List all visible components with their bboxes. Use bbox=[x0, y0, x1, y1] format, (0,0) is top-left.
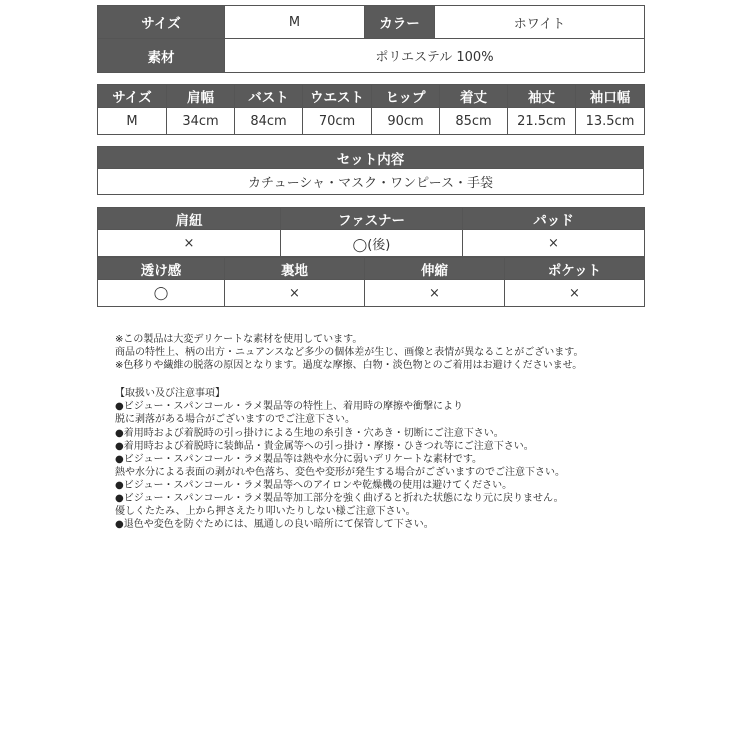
care-line: 脱に剥落がある場合がございますのでご注意下さい。 bbox=[115, 414, 355, 426]
stretch-value: × bbox=[365, 280, 505, 307]
pad-value: × bbox=[463, 230, 645, 257]
features-table-1 bbox=[97, 207, 645, 257]
note-line: ※色移りや繊維の脱落の原因となります。過度な摩擦、白物・淡色物とのご着用はお避けくださいませ。 bbox=[115, 360, 583, 372]
cuff-header: 袖口幅 bbox=[576, 85, 645, 108]
care-notes bbox=[115, 333, 735, 531]
pocket-header: ポケット bbox=[505, 258, 645, 280]
care-line: ●着用時および着脱時に装飾品・貴金属等への引っ掛け・摩擦・ひきつれ等にご注意下さい。 bbox=[115, 440, 534, 452]
set-contents-label: セット内容 bbox=[98, 147, 644, 169]
length-header: 着丈 bbox=[440, 85, 508, 108]
lining-header: 裏地 bbox=[225, 258, 365, 280]
sheerness-header: 透け感 bbox=[98, 258, 225, 280]
pocket-value: × bbox=[505, 280, 645, 307]
stretch-header: 伸縮 bbox=[365, 258, 505, 280]
care-line: ●退色や変色を防ぐためには、風通しの良い暗所にて保管して下さい。 bbox=[115, 519, 434, 531]
shoulder-header: 肩幅 bbox=[167, 85, 235, 108]
size-header: サイズ bbox=[98, 85, 167, 108]
material-value: ポリエステル 100% bbox=[225, 39, 645, 73]
waist-cell: 70cm bbox=[303, 108, 372, 135]
waist-header: ウエスト bbox=[303, 85, 372, 108]
size-label: サイズ bbox=[98, 6, 225, 39]
care-line: ●ビジュー・スパンコール・ラメ製品等の特性上、着用時の摩擦や衝撃により bbox=[115, 401, 464, 413]
size-chart-table bbox=[97, 84, 645, 135]
care-heading: 【取扱い及び注意事項】 bbox=[115, 388, 225, 400]
strap-header: 肩紐 bbox=[98, 208, 281, 230]
bust-header: バスト bbox=[235, 85, 303, 108]
set-contents-table bbox=[97, 146, 644, 195]
strap-value: × bbox=[98, 230, 281, 257]
lining-value: × bbox=[225, 280, 365, 307]
pad-header: パッド bbox=[463, 208, 645, 230]
care-line: 熱や水分による表面の剥がれや色落ち、変色や変形が発生する場合がございますのでご注意下さい。 bbox=[115, 466, 565, 478]
length-cell: 85cm bbox=[440, 108, 508, 135]
zipper-header: ファスナー bbox=[281, 208, 463, 230]
color-value: ホワイト bbox=[435, 6, 645, 39]
cuff-cell: 13.5cm bbox=[576, 108, 645, 135]
care-line: ●ビジュー・スパンコール・ラメ製品等へのアイロンや乾燥機の使用は避けてください。 bbox=[115, 479, 513, 491]
sleeve-header: 袖丈 bbox=[508, 85, 576, 108]
features-table-2 bbox=[97, 257, 645, 307]
set-contents-value: カチューシャ・マスク・ワンピース・手袋 bbox=[98, 169, 644, 195]
care-line: ●着用時および着脱時の引っ掛けによる生地の糸引き・穴あき・切断にご注意下さい。 bbox=[115, 427, 504, 439]
care-line: 優しくたたみ、上から押さえたり叩いたりしない様ご注意下さい。 bbox=[115, 506, 416, 518]
note-line: 商品の特性上、柄の出方・ニュアンスなど多少の個体差が生じ、画像と表情が異なることがございます。 bbox=[115, 347, 584, 359]
bust-cell: 84cm bbox=[235, 108, 303, 135]
material-label: 素材 bbox=[98, 39, 225, 73]
color-label: カラー bbox=[365, 6, 435, 39]
care-line: ●ビジュー・スパンコール・ラメ製品等は熱や水分に弱いデリケートな素材です。 bbox=[115, 453, 483, 465]
size-value: M bbox=[225, 6, 365, 39]
zipper-value: ◯(後) bbox=[281, 230, 463, 257]
sheerness-value: ◯ bbox=[98, 280, 225, 307]
shoulder-cell: 34cm bbox=[167, 108, 235, 135]
note-line: ※この製品は大変デリケートな素材を使用しています。 bbox=[115, 334, 363, 345]
hip-cell: 90cm bbox=[372, 108, 440, 135]
sleeve-cell: 21.5cm bbox=[508, 108, 576, 135]
care-line: ●ビジュー・スパンコール・ラメ製品等加工部分を強く曲げると折れた状態になり元に戻りません。 bbox=[115, 493, 564, 505]
product-info-table bbox=[97, 5, 645, 73]
size-cell: M bbox=[98, 108, 167, 135]
hip-header: ヒップ bbox=[372, 85, 440, 108]
